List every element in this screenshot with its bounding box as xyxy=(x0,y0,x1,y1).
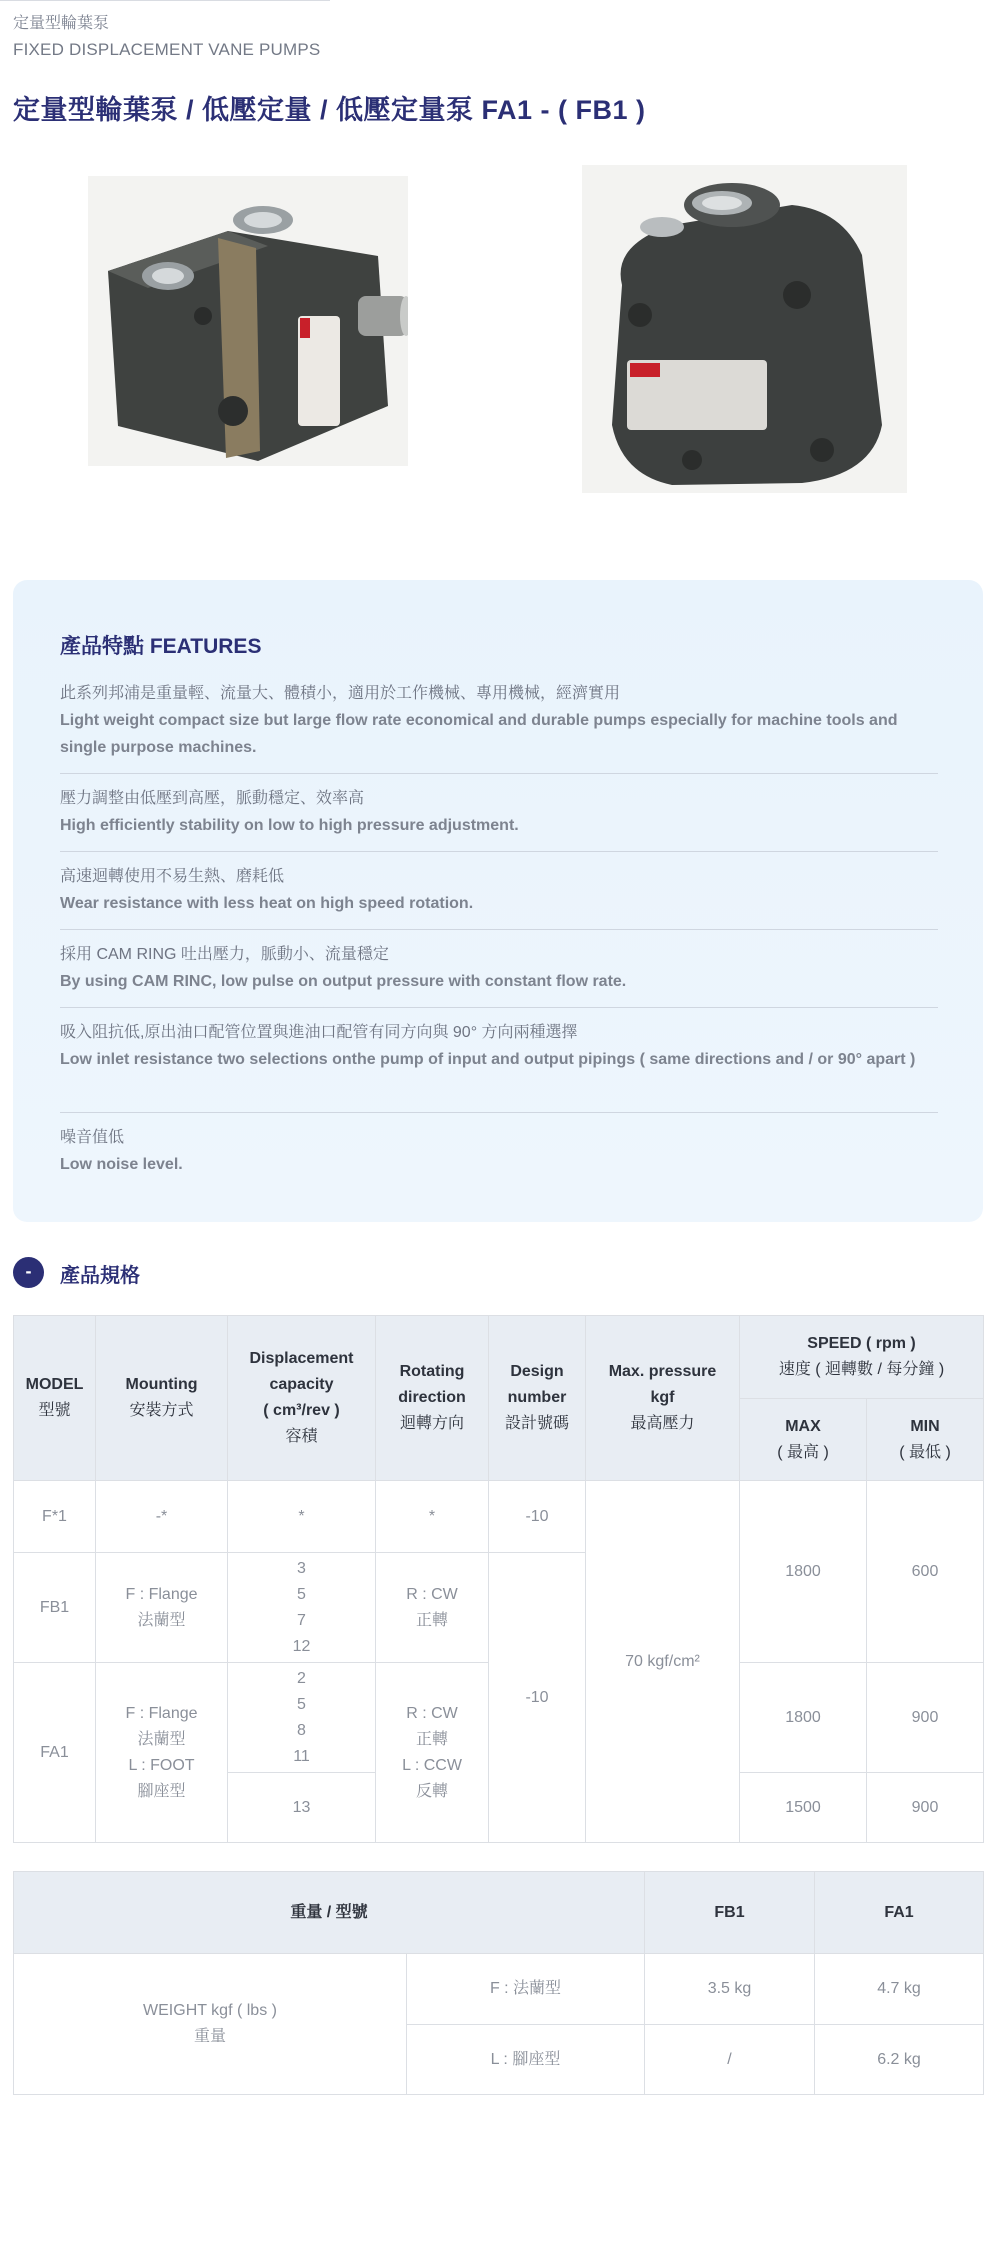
top-divider xyxy=(0,0,330,1)
page-title: 定量型輪葉泵 / 低壓定量 / 低壓定量泵 FA1 - ( FB1 ) xyxy=(13,95,646,125)
header-displacement: Displacement capacity ( cm³/rev ) 容積 xyxy=(228,1316,376,1481)
feature-divider xyxy=(60,929,938,930)
feature-text-zh: 此系列邦浦是重量輕、流量大、體積小，適用於工作機械、專用機械，經濟實用 xyxy=(60,685,621,702)
feature-text-zh: 壓力調整由低壓到高壓，脈動穩定、效率高 xyxy=(60,790,365,807)
cell-speed-max: 1500 xyxy=(740,1773,867,1843)
cell-design: -10 xyxy=(489,1553,586,1843)
header-rotating: Rotating direction 迴轉方向 xyxy=(376,1316,489,1481)
feature-item xyxy=(60,863,938,917)
cell-speed-max: 1800 xyxy=(740,1481,867,1663)
feature-text-zh: 採用 CAM RING 吐出壓力，脈動小、流量穩定 xyxy=(60,946,389,963)
cell-speed-max: 1800 xyxy=(740,1663,867,1773)
cell-mounting: -* xyxy=(96,1481,228,1553)
cell-speed-min: 900 xyxy=(867,1663,984,1773)
weight-fb1-cell: 3.5 kg xyxy=(645,1954,815,2025)
feature-item xyxy=(60,1019,938,1073)
feature-divider xyxy=(60,1112,938,1113)
cell-displacement: 2 5 8 11 xyxy=(228,1663,376,1773)
weight-table xyxy=(13,1871,984,2095)
page-subtitle: FIXED DISPLACEMENT VANE PUMPS xyxy=(13,40,321,59)
header-pressure: Max. pressure kgf 最高壓力 xyxy=(586,1316,740,1481)
spec-title[interactable]: 產品規格 xyxy=(60,1265,140,1287)
weight-fa1-cell: 4.7 kg xyxy=(815,1954,984,2025)
feature-text-en: Light weight compact size but large flow rate economical and durable pumps especially for machine tools and single purpose machines. xyxy=(60,712,898,756)
breadcrumb[interactable]: 定量型輪葉泵 xyxy=(13,15,110,32)
weight-type-cell: F : 法蘭型 xyxy=(407,1954,645,2025)
cell-mounting: F : Flange 法蘭型 L : FOOT 腳座型 xyxy=(96,1663,228,1843)
feature-text-en: By using CAM RINC, low pulse on output pressure with constant flow rate. xyxy=(60,973,627,990)
feature-item xyxy=(60,1124,938,1178)
weight-label-cell: WEIGHT kgf ( lbs ) 重量 xyxy=(14,1954,407,2095)
header-speed: SPEED ( rpm ) 速度 ( 迴轉數 / 每分鐘 ) xyxy=(740,1316,984,1399)
header-mounting: Mounting 安裝方式 xyxy=(96,1316,228,1481)
feature-divider xyxy=(60,1007,938,1008)
cell-design: -10 xyxy=(489,1481,586,1553)
feature-text-zh: 噪音值低 xyxy=(60,1129,125,1146)
collapse-toggle-button[interactable]: - xyxy=(13,1257,44,1288)
weight-header-fb1: FB1 xyxy=(645,1872,815,1954)
weight-type-cell: L : 腳座型 xyxy=(407,2025,645,2095)
features-panel xyxy=(13,580,983,1222)
cell-speed-min: 600 xyxy=(867,1481,984,1663)
weight-header-fa1: FA1 xyxy=(815,1872,984,1954)
features-title: 產品特點 FEATURES xyxy=(60,635,262,658)
cell-displacement: * xyxy=(228,1481,376,1553)
header-design: Design number 設計號碼 xyxy=(489,1316,586,1481)
product-photo-fa1 xyxy=(582,165,907,493)
header-speed-max: MAX ( 最高 ) xyxy=(740,1399,867,1481)
weight-fb1-cell: / xyxy=(645,2025,815,2095)
cell-speed-min: 900 xyxy=(867,1773,984,1843)
weight-header-label: 重量 / 型號 xyxy=(14,1872,645,1954)
cell-displacement: 13 xyxy=(228,1773,376,1843)
cell-model: F*1 xyxy=(14,1481,96,1553)
cell-rotating: R : CW 正轉 xyxy=(376,1553,489,1663)
weight-fa1-cell: 6.2 kg xyxy=(815,2025,984,2095)
feature-text-en: High efficiently stability on low to high pressure adjustment. xyxy=(60,817,519,834)
feature-text-zh: 吸入阻抗低,原出油口配管位置與進油口配管有同方向與 90° 方向兩種選擇 xyxy=(60,1024,578,1041)
header-speed-min: MIN ( 最低 ) xyxy=(867,1399,984,1481)
cell-model: FA1 xyxy=(14,1663,96,1843)
feature-text-en: Wear resistance with less heat on high speed rotation. xyxy=(60,895,474,912)
feature-text-zh: 高速迴轉使用不易生熱、磨耗低 xyxy=(60,868,285,885)
header-model: MODEL 型號 xyxy=(14,1316,96,1481)
cell-rotating: R : CW 正轉 L : CCW 反轉 xyxy=(376,1663,489,1843)
cell-model: FB1 xyxy=(14,1553,96,1663)
cell-rotating: * xyxy=(376,1481,489,1553)
spec-table xyxy=(13,1315,984,1843)
feature-item xyxy=(60,785,938,839)
cell-pressure: 70 kgf/cm² xyxy=(586,1481,740,1843)
feature-text-en: Low inlet resistance two selections onthe pump of input and output pipings ( same directions and / or 90° apart ) xyxy=(60,1051,916,1068)
cell-mounting: F : Flange 法蘭型 xyxy=(96,1553,228,1663)
feature-item xyxy=(60,941,938,995)
cell-displacement: 3 5 7 12 xyxy=(228,1553,376,1663)
feature-text-en: Low noise level. xyxy=(60,1156,183,1173)
feature-item xyxy=(60,680,938,761)
feature-divider xyxy=(60,773,938,774)
feature-divider xyxy=(60,851,938,852)
product-photo-fb1 xyxy=(88,176,408,466)
